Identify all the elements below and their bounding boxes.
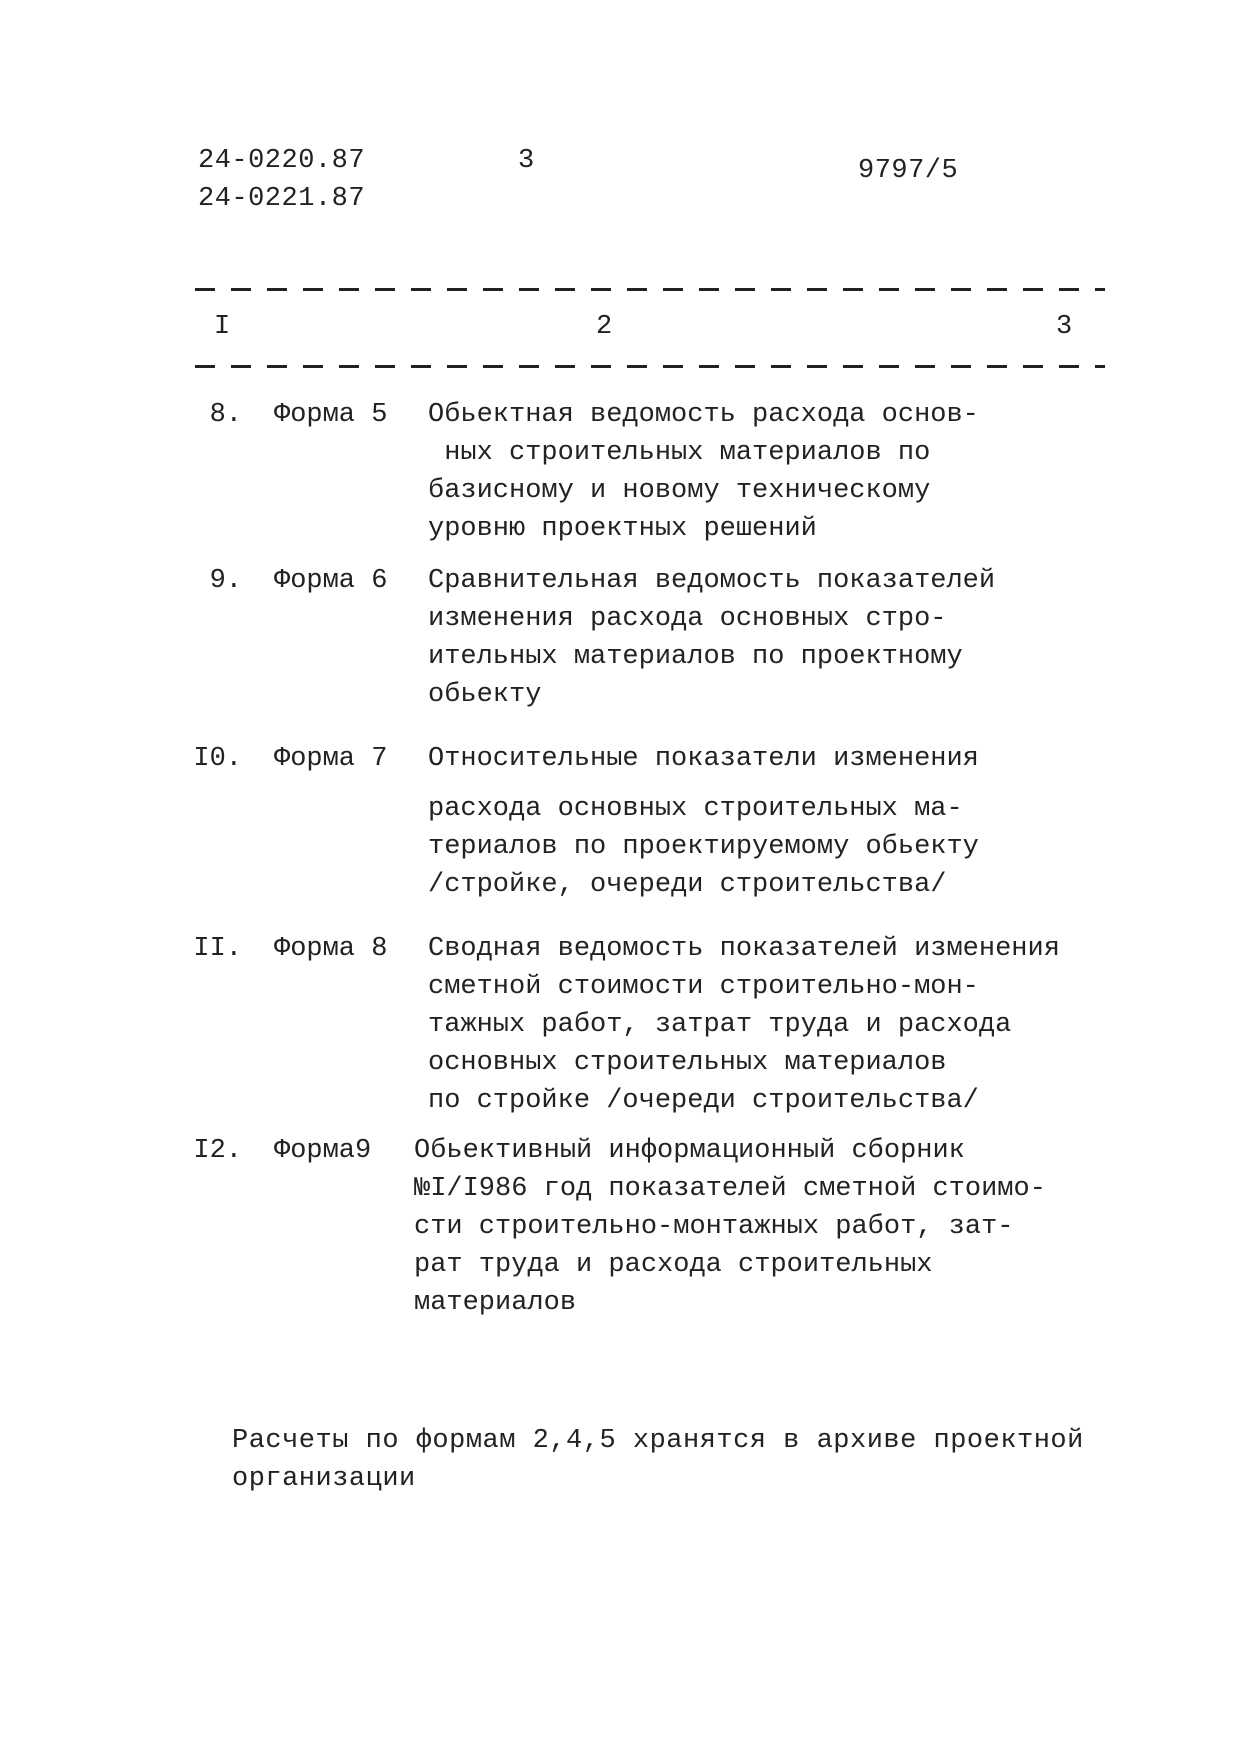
description-line: Обьективный информационный сборник	[414, 1136, 965, 1166]
page-number: 3	[518, 146, 535, 176]
description-line: тажных работ, затрат труда и расхода	[428, 1010, 1012, 1040]
doc-code-2: 24-0221.87	[198, 184, 366, 214]
description-line: обьекту	[428, 680, 542, 710]
item-form: Форма 6	[274, 566, 388, 596]
item-number: II.	[193, 934, 242, 964]
doc-reference: 9797/5	[858, 156, 959, 186]
description-line: материалов	[414, 1288, 577, 1318]
description-line: по стройке /очереди строительства/	[428, 1086, 979, 1116]
description-line: №I/I986 год показателей сметной стоимо-	[414, 1174, 1046, 1204]
description-line: Сравнительная ведомость показателей	[428, 566, 996, 596]
dashed-rule-bottom	[195, 365, 1105, 368]
description-line: Относительные показатели изменения	[428, 744, 979, 774]
item-number: 9.	[209, 566, 242, 596]
footer-note-line-2: организации	[232, 1464, 416, 1494]
item-description	[428, 740, 979, 904]
column-header-1: I	[214, 312, 231, 342]
description-line: ных строительных материалов по	[428, 438, 931, 468]
description-line: основных строительных материалов	[428, 1048, 947, 1078]
dashed-rule-top	[195, 288, 1105, 291]
item-form: Форма 7	[274, 744, 388, 774]
item-description	[428, 930, 1060, 1120]
description-line: ительных материалов по проектному	[428, 642, 963, 672]
description-line: базисному и новому техническому	[428, 476, 931, 506]
description-line: сти строительно-монтажных работ, зат-	[414, 1212, 1014, 1242]
description-line: изменения расхода основных стро-	[428, 604, 947, 634]
column-header-3: 3	[1056, 312, 1073, 342]
description-line: сметной стоимости строительно-мон-	[428, 972, 979, 1002]
description-line: Сводная ведомость показателей изменения	[428, 934, 1060, 964]
item-form: Форма9	[274, 1136, 372, 1166]
description-line: уровню проектных решений	[428, 514, 817, 544]
item-number: 8.	[209, 400, 242, 430]
description-line: Обьектная ведомость расхода основ-	[428, 400, 979, 430]
item-form: Форма 8	[274, 934, 388, 964]
footer-note-line-1: Расчеты по формам 2,4,5 хранятся в архиве проектной	[232, 1426, 1084, 1456]
column-header-2: 2	[596, 312, 613, 342]
item-description	[428, 396, 979, 548]
description-line: рат труда и расхода строительных	[414, 1250, 933, 1280]
description-line: /стройке, очереди строительства/	[428, 870, 947, 900]
item-number: I2.	[193, 1136, 242, 1166]
item-number: I0.	[193, 744, 242, 774]
item-form: Форма 5	[274, 400, 388, 430]
description-line: расхода основных строительных ма-	[428, 794, 963, 824]
item-description	[414, 1132, 1046, 1322]
doc-code-1: 24-0220.87	[198, 146, 366, 176]
description-line: териалов по проектируемому обьекту	[428, 832, 979, 862]
item-description	[428, 562, 995, 714]
